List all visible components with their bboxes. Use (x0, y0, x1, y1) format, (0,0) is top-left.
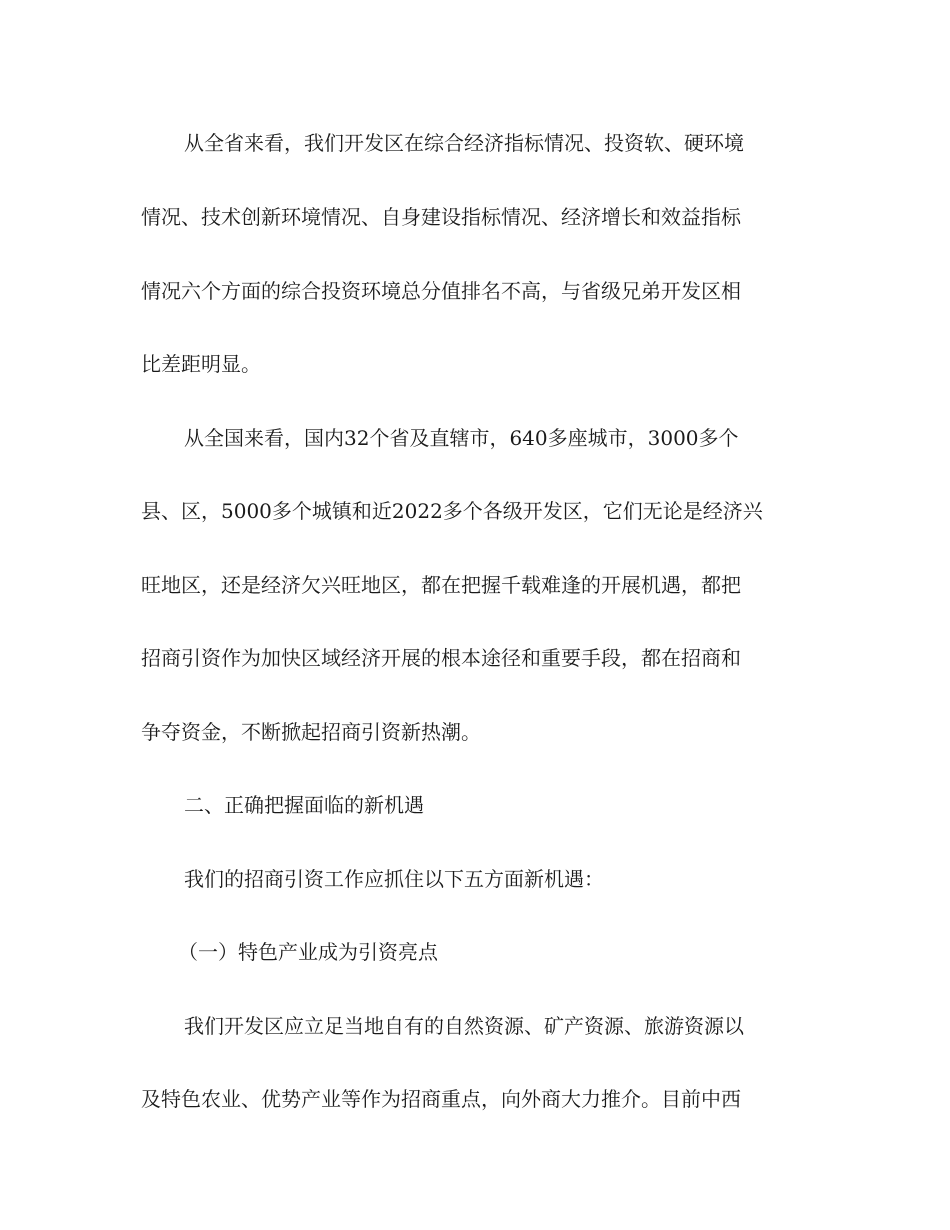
paragraph-1-line-4: 比差距明显。 (141, 352, 261, 376)
intro-paragraph: 我们的招商引资工作应抓住以下五方面新机遇： (184, 867, 604, 891)
paragraph-2-line-3: 旺地区，还是经济欠兴旺地区，都在把握千载难逢的开展机遇，都把 (141, 573, 741, 597)
paragraph-1-line-3: 情况六个方面的综合投资环境总分值排名不高，与省级兄弟开发区相 (141, 279, 741, 303)
paragraph-2-line-2: 县、区，5000多个城镇和近2022多个各级开发区，它们无论是经济兴 (141, 499, 763, 523)
paragraph-2-line-5: 争夺资金，不断掀起招商引资新热潮。 (141, 720, 481, 744)
paragraph-3-line-1: 我们开发区应立足当地自有的自然资源、矿产资源、旅游资源以 (184, 1014, 744, 1038)
paragraph-1-line-2: 情况、技术创新环境情况、自身建设指标情况、经济增长和效益指标 (141, 205, 741, 229)
paragraph-1-line-1: 从全省来看，我们开发区在综合经济指标情况、投资软、硬环境 (184, 131, 744, 155)
paragraph-2-line-1: 从全国来看，国内32个省及直辖市，640多座城市，3000多个 (184, 426, 739, 450)
paragraph-3-line-2: 及特色农业、优势产业等作为招商重点，向外商大力推介。目前中西 (141, 1087, 741, 1111)
paragraph-2-line-4: 招商引资作为加快区域经济开展的根本途径和重要手段，都在招商和 (141, 646, 741, 670)
section-heading: 二、正确把握面临的新机遇 (184, 793, 424, 817)
subsection-heading: （一）特色产业成为引资亮点 (178, 940, 438, 964)
